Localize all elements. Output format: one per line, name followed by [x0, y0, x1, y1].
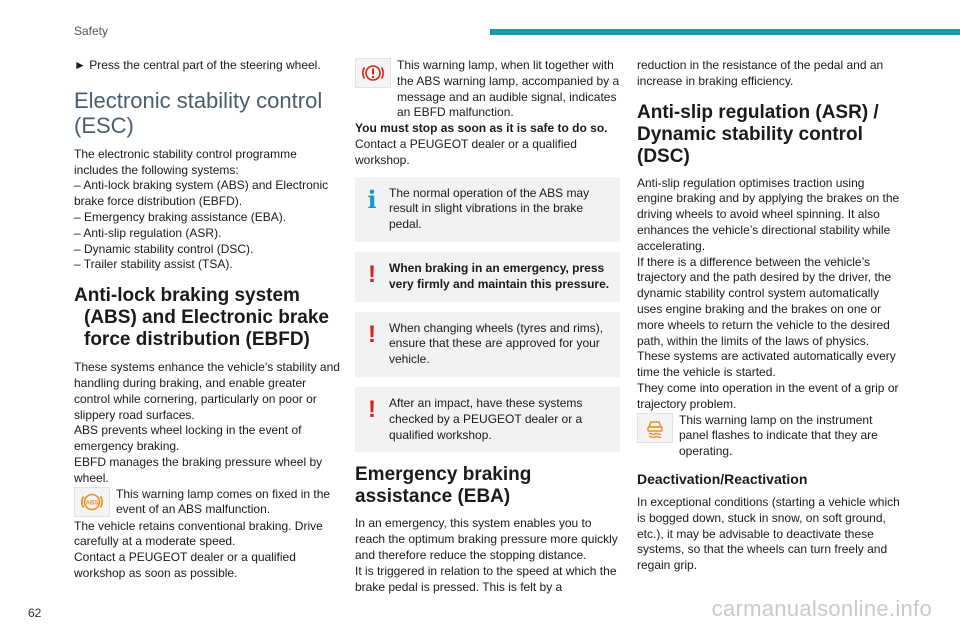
svg-text:ABS: ABS [85, 500, 99, 507]
brake-warning-icon [355, 58, 391, 88]
asr-paragraph: If there is a difference between the vehicle’s trajectory and the path desired by the driver, the dynamic stability control system automatically uses engine braking and the brakes on one or more wheels to return the vehicle to the desired path, within the limits of the laws of physics. [637, 254, 892, 348]
abs-warning-icon [74, 487, 110, 517]
warning-note-text: When braking in an emergency, press very firmly and maintain this pressure. [389, 260, 610, 291]
header-section-label: Safety [74, 24, 109, 38]
abs-lamp-text: This warning lamp comes on fixed in the event of an ABS malfunction. [116, 486, 331, 517]
abs-paragraph: These systems enhance the vehicle’s stability and handling during braking, and enable greater control while cornering, particularly on poor or slippery road surfaces. [74, 360, 340, 422]
warning-note-text: When changing wheels (tyres and rims), ensure that these are approved for your vehicle. [389, 320, 604, 367]
eba-paragraph: It is triggered in relation to the speed at which the brake pedal is pressed. This is felt by a [355, 563, 617, 594]
warning-note [355, 252, 620, 302]
list-item: – Trailer stability assist (TSA). [74, 257, 233, 272]
dsc-warning-icon [637, 413, 673, 443]
abs-paragraph: The vehicle retains conventional braking. Drive carefully at a moderate speed. [74, 518, 323, 549]
exclamation-icon: ! [368, 260, 376, 288]
warning-note-text: After an impact, have these systems checked by a PEUGEOT dealer or a qualified workshop. [389, 395, 583, 442]
warning-note [355, 387, 620, 452]
page-number: 62 [28, 606, 42, 620]
eba-continuation: reduction in the resistance of the pedal and an increase in braking efficiency. [637, 58, 884, 88]
esc-intro: The electronic stability control programme includes the following systems: [74, 146, 297, 177]
dsc-lamp-row [637, 413, 902, 460]
info-note [355, 177, 620, 242]
info-note-text: The normal operation of the ABS may result in slight vibrations in the brake pedal. [389, 185, 590, 232]
brake-lamp-row [355, 58, 620, 121]
list-item: – Anti-slip regulation (ASR). [74, 225, 222, 240]
dsc-lamp-text: This warning lamp on the instrument panel flashes to indicate that they are operating. [679, 412, 878, 459]
eba-heading: Emergency braking assistance (EBA) [355, 464, 532, 508]
header-accent-bar [490, 29, 960, 35]
list-item: – Anti-lock braking system (ABS) and Electronic brake force distribution (EBFD). [74, 178, 329, 209]
brake-lamp-text: This warning lamp, when lit together with the ABS warning lamp, accompanied by a message and an audible signal, indicates an EBFD malfunction. [397, 58, 620, 120]
list-item: – Emergency braking assistance (EBA). [74, 209, 287, 224]
list-item: – Dynamic stability control (DSC). [74, 241, 254, 256]
exclamation-icon: ! [368, 395, 376, 423]
deactivation-paragraph: In exceptional conditions (starting a vehicle which is bogged down, stuck in snow, on soft ground, etc.), it may be advisable to deactivate these systems, so that the wheels can turn freely and regain grip. [637, 494, 900, 573]
eba-paragraph: In an emergency, this system enables you to reach the optimum braking pressure more quickly and therefore reduce the stopping distance. [355, 516, 618, 562]
exclamation-icon: ! [368, 320, 376, 348]
abs-lamp-row [74, 487, 340, 519]
column-left [74, 58, 340, 582]
contact-text: Contact a PEUGEOT dealer or a qualified workshop. [355, 136, 577, 167]
esc-systems-list [74, 178, 340, 273]
warning-note [355, 312, 620, 377]
abs-paragraph: ABS prevents wheel locking in the event of emergency braking. [74, 423, 302, 454]
deactivation-heading: Deactivation/Reactivation [637, 470, 808, 487]
watermark: carmanualsonline.info [711, 596, 932, 621]
info-icon: i [367, 184, 377, 214]
asr-paragraph: Anti-slip regulation optimises traction using engine braking and by applying the brakes on the driving wheels to avoid wheel spinning. It also enhances the vehicle’s directional stability while accelerating. [637, 175, 900, 253]
instruction-text: ► Press the central part of the steering wheel. [74, 58, 321, 72]
abs-paragraph: EBFD manages the braking pressure wheel by wheel. [74, 454, 323, 485]
asr-paragraph: These systems are activated automatically every time the vehicle is started. [637, 349, 896, 380]
abs-paragraph: Contact a PEUGEOT dealer or a qualified workshop as soon as possible. [74, 550, 296, 580]
column-middle [355, 58, 620, 595]
stop-warning-text: You must stop as soon as it is safe to do so. [355, 121, 608, 136]
asr-paragraph: They come into operation in the event of a grip or trajectory problem. [637, 380, 899, 411]
column-right [637, 58, 902, 574]
esc-heading: Electronic stability control (ESC) [74, 87, 323, 138]
abs-heading: Anti-lock braking system (ABS) and Electronic brake force distribution (EBFD) [74, 285, 329, 351]
asr-dsc-heading: Anti-slip regulation (ASR) / Dynamic stability control (DSC) [637, 101, 879, 167]
